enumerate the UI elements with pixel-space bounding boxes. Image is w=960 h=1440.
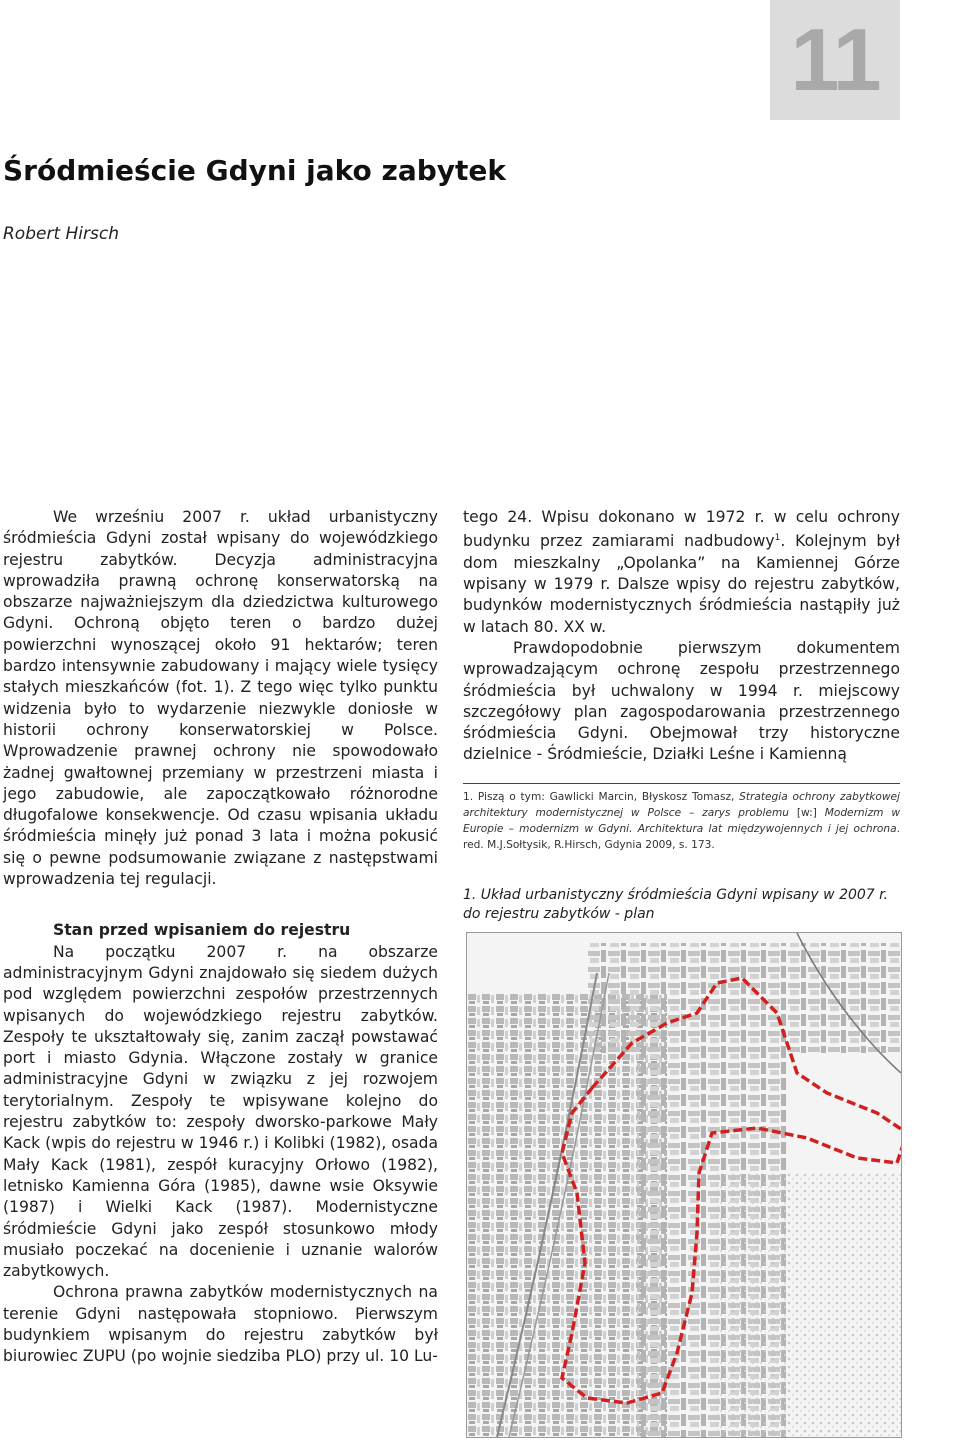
park-area [717,1173,901,1437]
right-column [463,507,900,766]
figure-caption [463,886,903,923]
paragraph-continued-a: tego 24. Wpisu dokonano w 1972 r. w celu ochrony budynku przez zamiarami nadbudowy [463,508,900,551]
footnote-text-e: . red. M.J.Sołtysik, R.Hirsch, Gdynia 2009, s. 173. [463,823,900,851]
city-plan-map [466,932,902,1438]
footnote-title-2: Modernizm w Europie – modernizm w Gdyni. Architektura lat międzywojennych i jej ochrona [463,807,900,835]
city-plan-drawing [467,933,901,1437]
footnote-text-a: Piszą o tym: Gawlicki Marcin, Błyskosz Tomasz, [477,791,740,803]
footnote-number: 1. [463,791,474,803]
footnote-text-c: [w:] [789,807,825,819]
paragraph-continued-b: . Kolejnym był dom mieszkalny „Opolanka” na Kamiennej Górze wpisany w 1979 r. Dalsze wpisy do rejestru zabytków, budynków modernistycznych śródmieścia nastąpiły już w latach 80. XX w. [463,532,900,636]
caption-line-1: 1. Układ urbanistyczny śródmieścia Gdyni wpisany w 2007 r. [463,887,889,903]
left-column [3,507,438,1368]
footnote-ref[interactable]: 1 [774,533,781,544]
footnote-title-1: Strategia ochrony zabytkowej architektury modernistycznej w Polsce – zarys problemu [463,791,900,819]
chapter-number-box [770,0,900,120]
paragraph-continued [463,507,900,638]
harbour-blocks [587,943,901,1053]
caption-line-2: do rejestru zabytków - plan [463,905,655,922]
article-author: Robert Hirsch [3,224,119,244]
paragraph-first-document: Prawdopodobnie pierwszym dokumentem wprowadzającym ochronę zespołu przestrzennego śródmieścia był uchwalony w 1994 r. miejscowy szczegółowy plan zagospodarowania przestrzennego śródmieścia Gdyni. Obejmował trzy historyczne dzielnice - Śródmieście, Działki Leśne i Kamienną [463,638,900,764]
paragraph-intro: We wrześniu 2007 r. układ urbanistyczny śródmieścia Gdyni został wpisany do wojewódzkiego rejestru zabytków. Decyzja administracyjna wprowadziła prawną ochronę konserwatorską na obszarze najważniejszym dla dziedzictwa kulturowego Gdyni. Ochroną objęto teren o bardzo dużej powierzchni wynoszącej około 91 hektarów; teren bardzo intensywnie zabudowany i mający wiele tysięcy stałych mieszkańców (fot. 1). Z tego więc tylko punktu widzenia było to wydarzenie niezwykle doniosłe w historii ochrony konserwatorskiej w Polsce. Wprowadzenie prawnej ochrony nie spowodowało żadnej gwałtownej przemiany w przestrzeni miasta i jego zabudowie, ale zapoczątkowało różnorodne długofalowe konsekwencje. Od czasu wpisania układu śródmieścia minęły już ponad 3 lata i można pokusić się o pewne podsumowanie związane z następstwami wprowadzenia tej regulacji. [3,508,438,889]
paragraph-before-registration: Na początku 2007 r. na obszarze administracyjnym Gdyni znajdowało się siedem dużych pod względem powierzchni zespołów przestrzennych wpisanych do wojewódzkiego rejestru zabytków. Zespoły te ukształtowały się, zanim zaczął powstawać port i miasto Gdynia. Włączone zostały w granice administracyjne Gdyni w związku z jej rozwojem terytorialnym. Zespoły te wpisywane kolejno do rejestru zabytków to: zespoły dworsko-parkowe Mały Kack (wpis do rejestru w 1946 r.) i Kolibki (1982), osada Mały Kack (1981), zespół kuracyjny Orłowo (1982), letnisko Kamienna Góra (1985), dawne wsie Oksywie (1987) i Wielki Kack (1987). Modernistyczne śródmieście Gdyni jako zespół stosunkowo młody musiało poczekać na docenienie i uznanie walorów zabytkowych. [3,942,438,1281]
article-title: Śródmieście Gdyni jako zabytek [3,154,507,187]
section-heading: Stan przed wpisaniem do rejestru [53,921,351,940]
paragraph-modernist-protection: Ochrona prawna zabytków modernistycznych na terenie Gdyni następowała stopniowo. Pierwszym budynkiem wpisanym do rejestru zabytków był biurowiec ZUPU (po wojnie siedziba PLO) przy ul. 10 Lu- [3,1283,438,1366]
footnote-divider [463,783,900,784]
chapter-number: 11 [790,10,880,109]
footnote [463,789,900,853]
